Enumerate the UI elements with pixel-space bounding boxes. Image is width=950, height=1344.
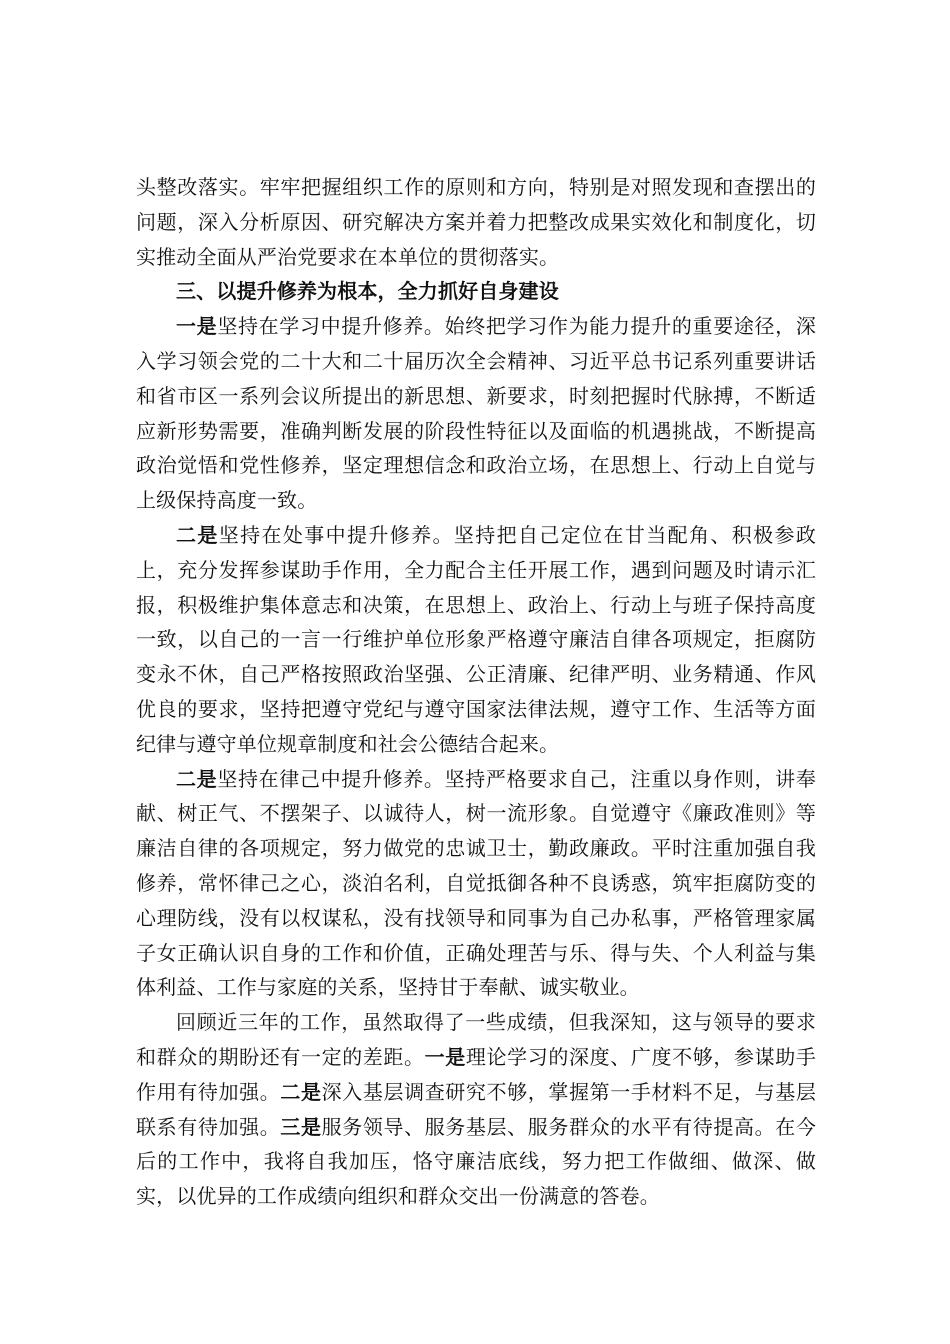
paragraph-lead: 一是 [176, 314, 218, 339]
section-heading: 三、以提升修养为根本，全力抓好自身建设 [176, 279, 559, 304]
paragraph-lead: 二是 [176, 766, 218, 791]
paragraph-lead: 二是 [176, 522, 219, 547]
continuation-text: 头整改落实。牢牢把握组织工作的原则和方向，特别是对照发现和查摆出的问题，深入分析原因、研究解决方案并着力把整改成果实效化和制度化，切实推动全面从严治党要求在本单位的贯彻落实。 [136, 175, 816, 269]
paragraph-study [136, 309, 816, 518]
paragraph-text: 坚持在律己中提升修养。坚持严格要求自己，注重以身作则，讲奉献、树正气、不摆架子、以诚待人，树一流形象。自觉遵守《廉政准则》等廉洁自律的各项规定，努力做党的忠诚卫士，勤政廉政。平时注重加强自我修养，常怀律己之心，淡泊名利，自觉抵御各种不良诱惑，筑牢拒腐防变的心理防线，没有以权谋私，没有找领导和同事为自己办私事，严格管理家属子女正确认识自身的工作和价值，正确处理苦与乐、得与失、个人利益与集体利益、工作与家庭的关系，坚持甘于奉献、诚实敬业。 [136, 766, 816, 1000]
document-body [136, 170, 816, 1214]
closing-text-3: 服务领导、服务基层、服务群众的水平有待提高。在今后的工作中，我将自我加压，恪守廉洁底线，努力把工作做细、做深、做实，以优异的工作成绩向组织和群众交出一份满意的答卷。 [136, 1114, 816, 1209]
paragraph-self-discipline [136, 762, 816, 1006]
closing-text-2: 深入基层调查研究不够，掌握第一手材料不足，与基层联系有待加强。 [136, 1079, 816, 1139]
closing-paragraph [136, 1005, 816, 1214]
paragraph-conduct [136, 518, 816, 762]
continuation-paragraph [136, 170, 816, 274]
closing-text-1: 理论学习的深度、广度不够，参谋助手作用有待加强。 [136, 1044, 816, 1104]
closing-lead-1: 一是 [424, 1044, 466, 1069]
closing-lead-2: 二是 [280, 1079, 322, 1104]
paragraph-text: 坚持在处事中提升修养。坚持把自己定位在甘当配角、积极参政上，充分发挥参谋助手作用，全力配合主任开展工作，遇到问题及时请示汇报，积极维护集体意志和决策，在思想上、政治上、行动上与班子保持高度一致，以自己的一言一行维护单位形象严格遵守廉洁自律各项规定，拒腐防变永不休，自己严格按照政治坚强、公正清廉、纪律严明、业务精通、作风优良的要求，坚持把遵守党纪与遵守国家法律法规，遵守工作、生活等方面纪律与遵守单位规章制度和社会公德结合起来。 [136, 522, 816, 756]
closing-intro: 回顾近三年的工作，虽然取得了一些成绩，但我深知，这与领导的要求和群众的期盼还有一定的差距。 [136, 1010, 816, 1069]
closing-lead-3: 三是 [280, 1114, 322, 1139]
paragraph-text: 坚持在学习中提升修养。始终把学习作为能力提升的重要途径，深入学习领会党的二十大和二十届历次全会精神、习近平总书记系列重要讲话和省市区一系列会议所提出的新思想、新要求，时刻把握时代脉搏，不断适应新形势需要，准确判断发展的阶段性特征以及面临的机遇挑战，不断提高政治觉悟和党性修养，坚定理想信念和政治立场，在思想上、行动上自觉与上级保持高度一致。 [136, 314, 816, 513]
